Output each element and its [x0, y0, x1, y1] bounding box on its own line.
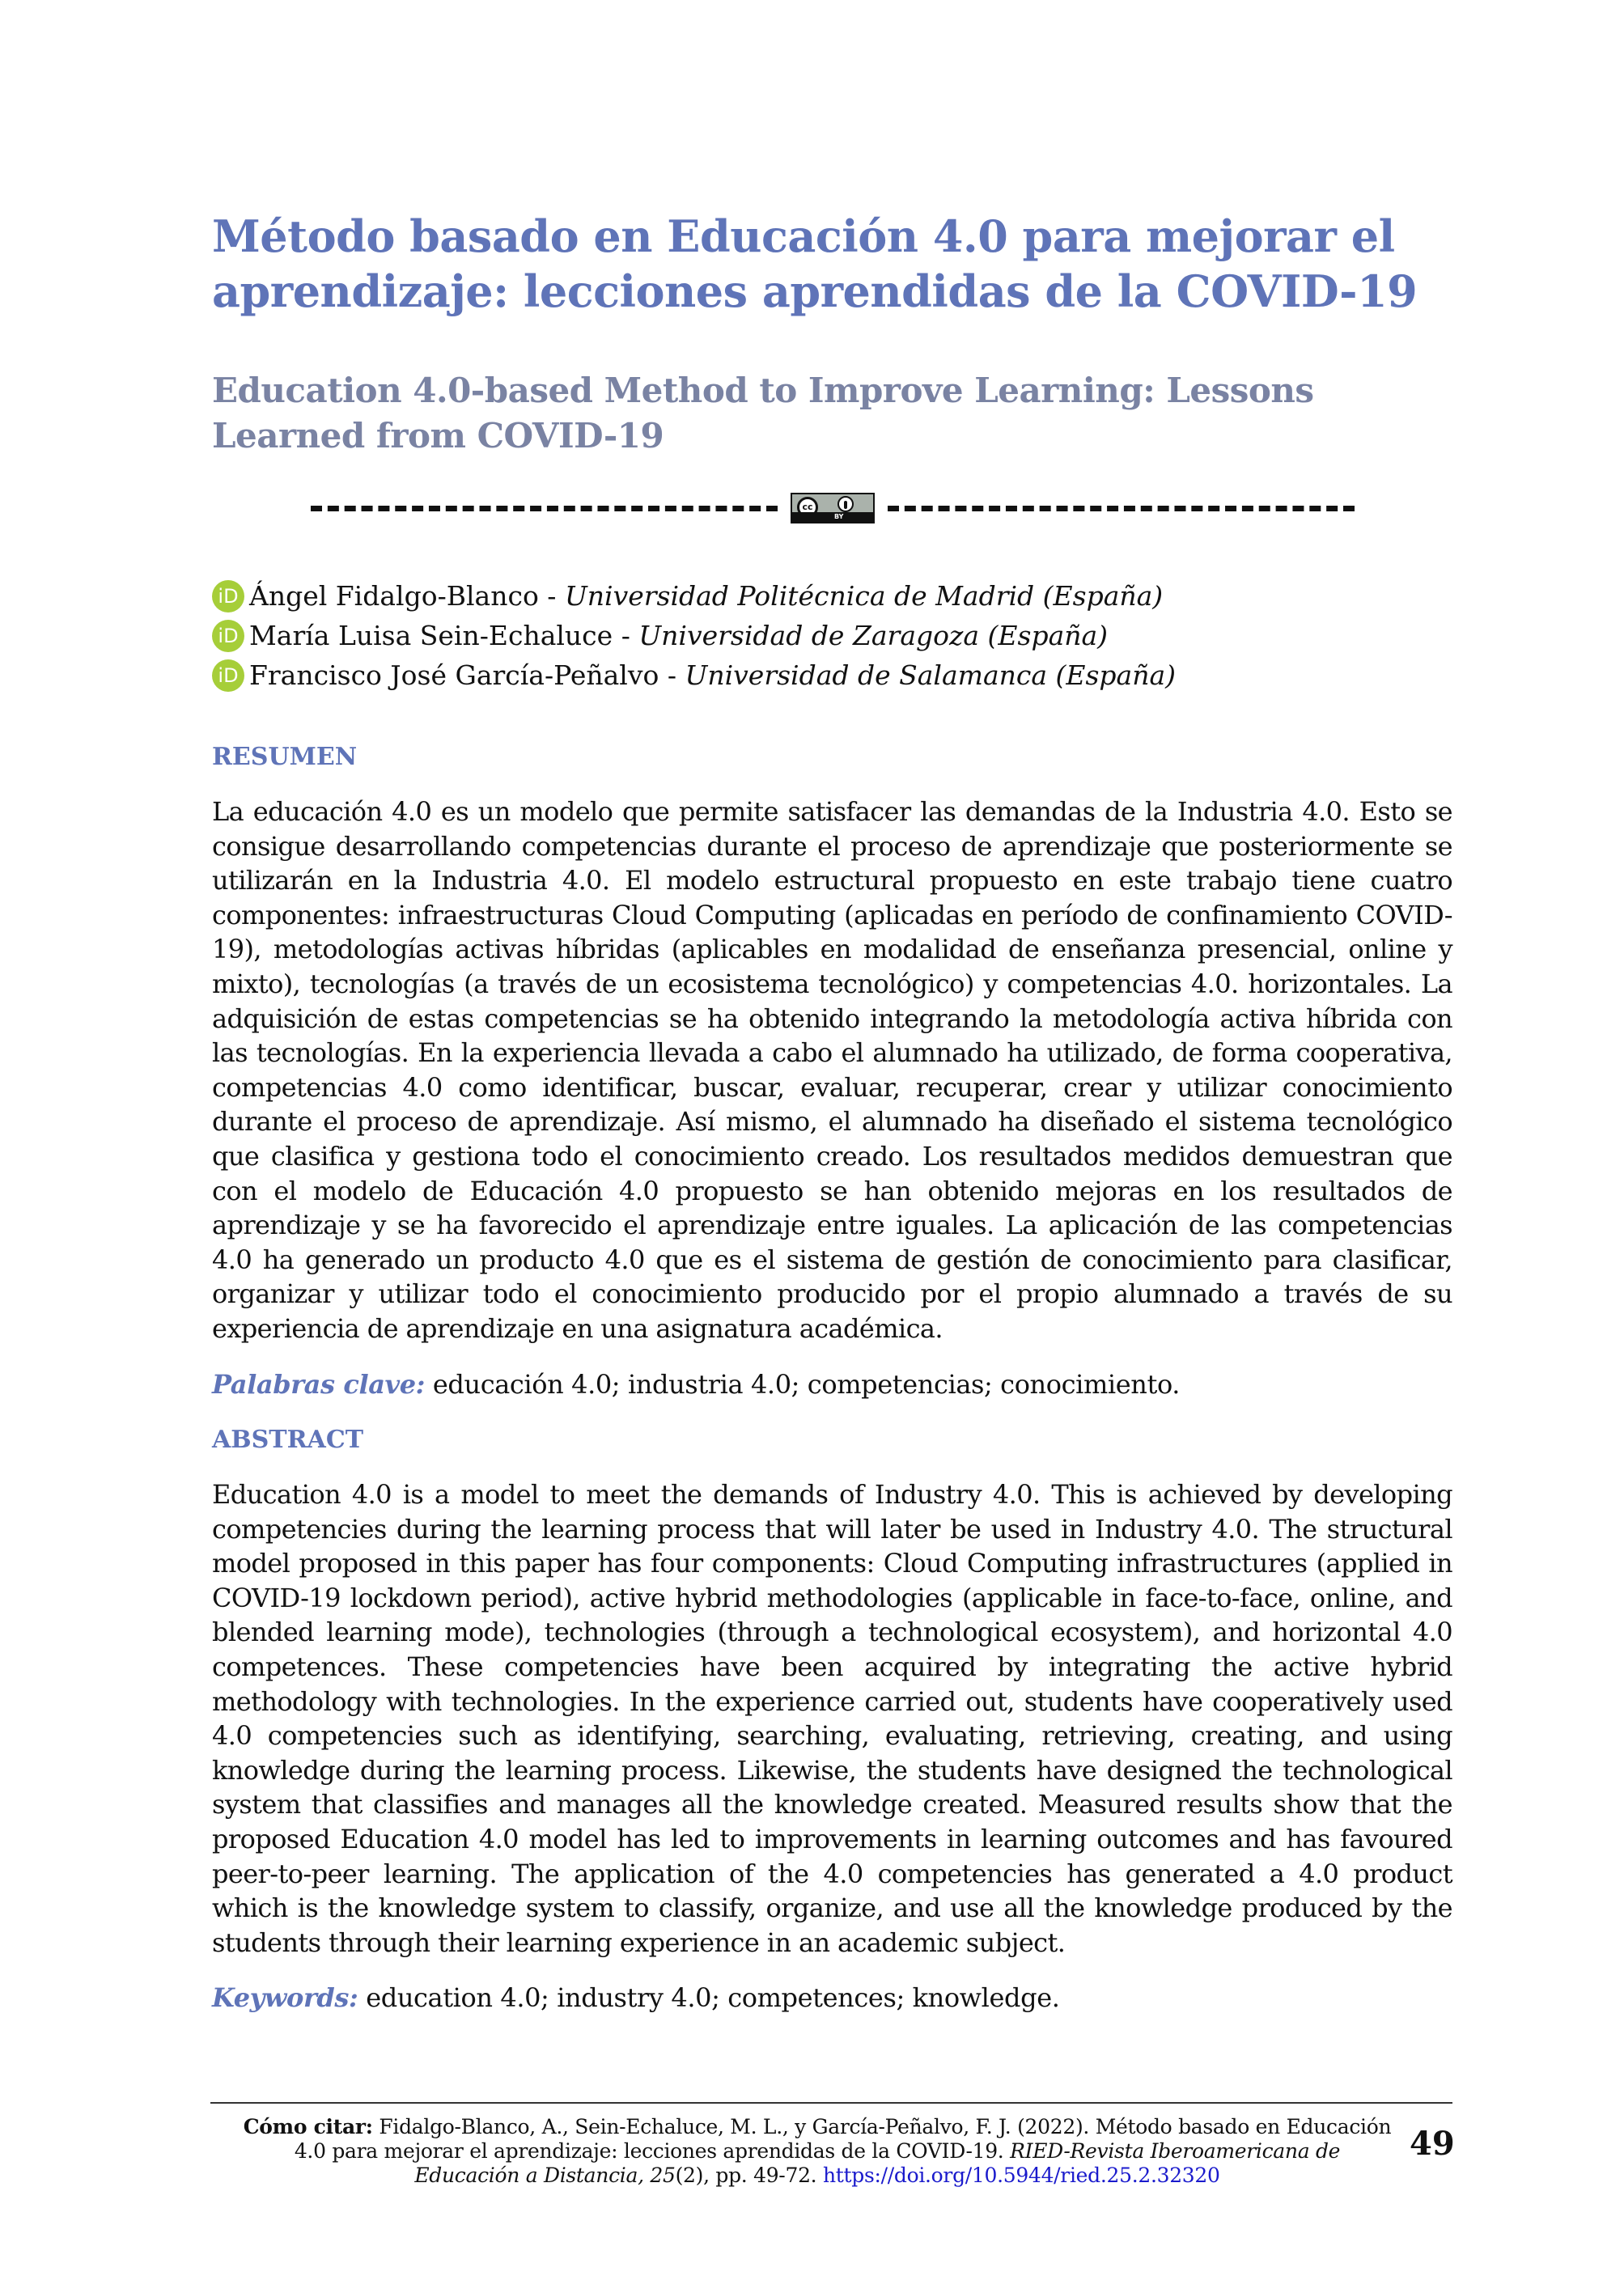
keywords [212, 1981, 1452, 2015]
citation-text: Fidalgo-Blanco, A., Sein-Echaluce, M. L., y García-Peñalvo, F. J. (2022). Método basado en Educación 4.0 para mejorar el aprendizaje: lecciones aprendidas de la COVID-19. [294, 2115, 1392, 2163]
citation [243, 2115, 1392, 2188]
cc-by-icon[interactable] [791, 493, 875, 523]
author-list [212, 576, 1474, 695]
author-separator: - [538, 580, 565, 612]
by-label: BY [834, 513, 844, 520]
license-bar [792, 512, 873, 522]
license-divider [311, 485, 1355, 531]
dash-rule-left [311, 506, 778, 511]
author-name: Francisco José García-Peñalvo [249, 659, 659, 691]
doi-link[interactable]: https://doi.org/10.5944/ried.25.2.32320 [822, 2164, 1220, 2187]
dash-rule-right [888, 506, 1355, 511]
abstract-text: Education 4.0 is a model to meet the demands of Industry 4.0. This is achieved by developing competencies during the learning process that will later be used in Industry 4.0. The structural model proposed in this paper has four components: Cloud Computing infrastructures (applied in COVID-19 lockdown period), active hybrid methodologies (applicable in face-to-face, online, and blended learning mode), technologies (through a technological ecosystem), and horizontal 4.0 competences. These competencies have been acquired by integrating the active hybrid methodology with technologies. In the experience carried out, students have cooperatively used 4.0 competencies such as identifying, searching, evaluating, retrieving, creating, and using knowledge during the learning process. Likewise, the students have designed the technological system that classifies and manages all the knowledge created. Measured results show that the proposed Education 4.0 model has led to improvements in learning outcomes and has favoured peer-to-peer learning. The application of the 4.0 competencies has generated a 4.0 product which is the knowledge system to classify, organize, and use all the knowledge produced by the students through their learning experience in an academic subject. [212, 1479, 1452, 1958]
keywords-values: education 4.0; industry 4.0; competences; knowledge. [358, 1982, 1060, 2013]
orcid-icon[interactable]: iD [212, 580, 244, 612]
page-number: 49 [1410, 2125, 1455, 2163]
palabras-clave-values: educación 4.0; industria 4.0; competencias; conocimiento. [425, 1369, 1181, 1400]
resumen-text: La educación 4.0 es un modelo que permite satisfacer las demandas de la Industria 4.0. Esto se consigue desarrollando competencias durante el proceso de aprendizaje que posteriormente se utilizarán en la Industria 4.0. El modelo estructural propuesto en este trabajo tiene cuatro componentes: infraestructuras Cloud Computing (aplicadas en período de confinamiento COVID-19), metodologías activas híbridas (aplicables en modalidad de enseñanza presencial, online y mixto), tecnologías (a través de un ecosistema tecnológico) y competencias 4.0. horizontales. La adquisición de estas competencias se ha obtenido integrando la metodología activa híbrida con las tecnologías. En la experiencia llevada a cabo el alumnado ha utilizado, de forma cooperativa, competencias 4.0 como identificar, buscar, evaluar, recuperar, crear y utilizar conocimiento durante el proceso de aprendizaje. Así mismo, el alumnado ha diseñado el sistema tecnológico que clasifica y gestiona todo el conocimiento creado. Los resultados medidos demuestran que con el modelo de Educación 4.0 propuesto se han obtenido mejoras en los resultados de aprendizaje y se ha favorecido el aprendizaje entre iguales. La aplicación de las competencias 4.0 ha generado un producto 4.0 que es el sistema de gestión de conocimiento para clasificar, organizar y utilizar todo el conocimiento producido por el propio alumnado a través de su experiencia de aprendizaje en una asignatura académica. [212, 796, 1452, 1344]
palabras-clave [212, 1367, 1452, 1401]
author-affiliation: Universidad de Salamanca (España) [685, 659, 1177, 691]
author-separator: - [659, 659, 685, 691]
article-title-en: Education 4.0-based Method to Improve Learning: Lessons Learned from COVID-19 [212, 370, 1314, 456]
author-item [212, 576, 1474, 616]
orcid-icon[interactable]: iD [212, 620, 244, 652]
citation-label: Cómo citar: [243, 2115, 373, 2138]
author-name: María Luisa Sein-Echaluce [249, 620, 613, 651]
article-title-es: Método basado en Educación 4.0 para mejorar el aprendizaje: lecciones aprendidas de la COVID-19 [212, 210, 1418, 318]
palabras-clave-label: Palabras clave: [212, 1369, 426, 1400]
citation-issue: (2), pp. 49-72. [675, 2164, 823, 2187]
author-item [212, 655, 1474, 695]
footer-divider [210, 2102, 1452, 2104]
abstract-heading: ABSTRACT [212, 1426, 364, 1454]
orcid-icon[interactable]: iD [212, 659, 244, 692]
author-separator: - [613, 620, 639, 651]
author-name: Ángel Fidalgo-Blanco [249, 580, 539, 612]
citation-journal: RIED-Revista Iberoamericana de Educación a Distancia, 25 [414, 2139, 1341, 2187]
keywords-label: Keywords: [212, 1982, 358, 2013]
resumen-heading: RESUMEN [212, 743, 358, 771]
attribution-icon [837, 496, 854, 512]
author-affiliation: Universidad de Zaragoza (España) [638, 620, 1109, 651]
author-affiliation: Universidad Politécnica de Madrid (España) [564, 580, 1164, 612]
author-item [212, 616, 1474, 655]
cc-icon: cc [797, 497, 818, 518]
